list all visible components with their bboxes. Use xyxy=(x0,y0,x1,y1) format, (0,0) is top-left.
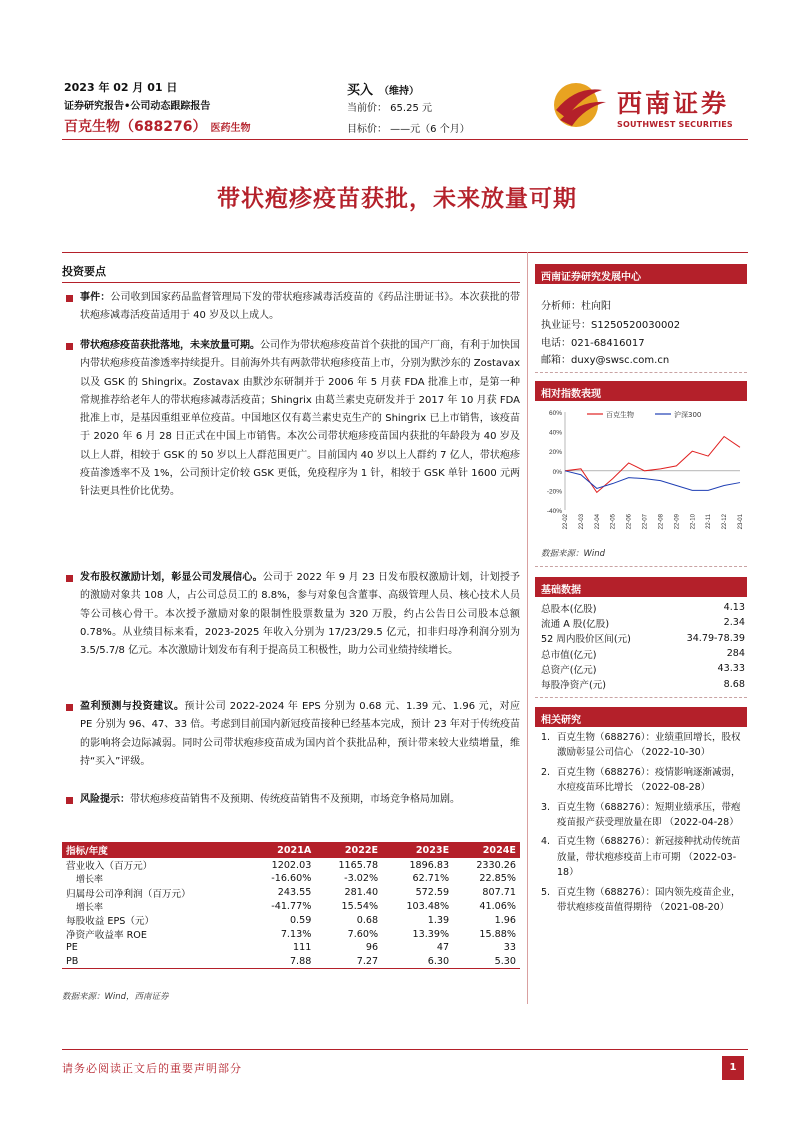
item-text: 百克生物（688276）：国内领先疫苗企业，带状疱疹疫苗值得期待 （2021-08-20） xyxy=(557,886,741,914)
table-row xyxy=(62,941,520,955)
table-cell: 103.48% xyxy=(406,900,450,912)
table-cell: 4.13 xyxy=(723,602,745,614)
dashed-divider xyxy=(535,697,747,698)
bullet-text: 公司于 2022 年 9 月 23 日发布股权激励计划，计划授予的激励对象共 108 人，占公司总员工的 8.8%，参与对象包含董事、高级管理人员、核心技术人员等公司核心骨干。本次授予激励对象的限制性股票数量为 320 万股，约占公告日公司股本总额 0.78%。从业绩目标来看，2023-2025 年收入分别为 17/23/29.5 亿元，扣非归母净利润分别为 3.5/5.7/8 亿元。本次激励计划发布有利于提高员工积极性，助力公司业绩持续增长。 xyxy=(80,572,521,657)
table-cell: 52 周内股价区间(元) xyxy=(541,634,631,646)
x-tick-label: 22-12 xyxy=(722,514,729,530)
table-cell: 营业收入（百万元） xyxy=(66,861,153,872)
bullet-text: 公司作为带状疱疹疫苗首个获批的国产厂商，有利于加快国内带状疱疹疫苗渗透率持续提升。目前海外共有两款带状疱疹疫苗上市，分别为默沙东的 Zostavax 以及 GSK 的 Shingrix。Zostavax 由默沙东研制并于 2006 年 5 月获 FDA 批准上市，是第一种常规推荐给老年人的带状疱疹减毒活疫苗；Shingrix 由葛兰素史克研发并于 2017 年 10 月获 FDA 批准上市，是基因重组亚单位疫苗。中国地区仅有葛兰素史克生产的 Shingrix 已上市销售，该疫苗于 2020 年 6 月 28 日正式在中国上市销售。本次公司带状疱疹疫苗国内获批的年龄段为 40 岁及以上人群，相较于 GSK 的 50 岁以上人群范围更广。目前国内 40 岁以上人群约 7 亿人，带状疱疹疫苗渗透率不及 1%，公司预计定价较 GSK 更低，免疫程序为 1 针，相较于 GSK 单针 1600 元两针法更具性价比优势。 xyxy=(80,340,520,498)
table-cell: -3.02% xyxy=(344,873,379,885)
bullet-event xyxy=(62,289,520,326)
table-row xyxy=(62,955,520,969)
table-cell: 2.34 xyxy=(723,617,745,629)
table-cell: 41.06% xyxy=(479,900,516,912)
table-cell: 572.59 xyxy=(415,887,450,899)
y-tick-label: 0% xyxy=(552,468,562,476)
x-tick-label: 22-08 xyxy=(658,514,665,530)
chart-source: 数据来源：Wind xyxy=(541,549,606,559)
y-tick-label: 40% xyxy=(548,429,562,437)
bullet-square-icon xyxy=(66,295,73,302)
item-number: 3. xyxy=(541,801,551,813)
financial-forecast-table xyxy=(62,842,520,969)
table-cell: 43.33 xyxy=(717,663,745,675)
item-text: 百克生物（688276）：业绩重回增长，股权激励彰显公司信心 （2022-10-30） xyxy=(557,732,741,759)
title-divider xyxy=(62,252,748,253)
table-row xyxy=(541,615,745,630)
table-cell: 增长率 xyxy=(76,902,104,913)
x-tick-label: 22-05 xyxy=(610,514,617,530)
stock-code: 百克生物（688276） xyxy=(64,119,207,135)
item-number: 2. xyxy=(541,766,551,778)
table-cell: 6.30 xyxy=(382,955,453,969)
table-source: 数据来源：Wind，西南证券 xyxy=(62,992,169,1002)
bullet-square-icon xyxy=(66,704,73,711)
x-tick-label: 22-03 xyxy=(578,514,585,530)
table-row xyxy=(62,886,520,900)
bullet-forecast xyxy=(62,698,520,771)
table-header-cell: 2021A xyxy=(248,842,315,858)
table-row xyxy=(541,676,745,691)
table-header-cell: 2022E xyxy=(315,842,382,858)
bullet-risk xyxy=(62,791,520,809)
basic-data-table xyxy=(541,600,745,692)
basic-data-heading: 基础数据 xyxy=(535,577,747,597)
table-row xyxy=(62,927,520,941)
table-cell: 8.68 xyxy=(723,678,745,690)
table-cell: -16.60% xyxy=(271,873,312,885)
y-tick-label: 60% xyxy=(548,410,562,417)
table-row xyxy=(541,631,745,646)
x-tick-label: 22-02 xyxy=(563,514,569,530)
rating-note: （维持） xyxy=(379,86,420,97)
table-cell: 281.40 xyxy=(344,887,379,899)
analyst-name: 分析师：杜向阳 xyxy=(541,301,611,312)
report-title: 带状疱疹疫苗获批，未来放量可期 xyxy=(217,186,577,212)
table-cell: 7.13% xyxy=(280,928,312,940)
analyst-phone: 电话：021-68416017 xyxy=(541,338,645,349)
bullet-lead: 带状疱疹疫苗获批落地，未来放量可期。 xyxy=(80,340,260,351)
table-cell: 1165.78 xyxy=(338,859,379,871)
bullet-approval xyxy=(62,337,520,502)
item-text: 百克生物（688276）：新冠接种扰动传统苗放量，带状疱疹疫苗上市可期 （2022-03-18） xyxy=(557,836,741,879)
table-cell: 总资产(亿元) xyxy=(541,664,597,676)
table-header-cell: 2023E xyxy=(382,842,453,858)
bullet-text: 预计公司 2022-2024 年 EPS 分别为 0.68 元、1.39 元、1.96 元，对应 PE 分别为 96、47、33 倍。考虑到目前国内新冠疫苗接种已经基本完成，预计 23 年对于传统疫苗的影响将会边际减弱。同时公司带状疱疹疫苗成为国内首个获批品种，预计带来较大业绩增量，维持“买入”评级。 xyxy=(80,701,521,767)
bullet-square-icon xyxy=(66,343,73,350)
table-cell: 每股收益 EPS（元） xyxy=(66,916,155,928)
bullet-lead: 盈利预测与投资建议。 xyxy=(80,701,185,712)
report-type: 证券研究报告•公司动态跟踪报告 xyxy=(64,101,211,112)
bullet-lead: 事件： xyxy=(80,292,111,303)
footer-divider xyxy=(62,1049,748,1050)
bullet-text: 带状疱疹疫苗销售不及预期、传统疫苗销售不及预期，市场竞争格局加剧。 xyxy=(130,794,460,805)
bullet-lead: 发布股权激励计划，彰显公司发展信心。 xyxy=(80,572,263,583)
dashed-divider xyxy=(535,372,747,373)
table-cell: 15.54% xyxy=(341,900,379,912)
table-cell: 1896.83 xyxy=(409,859,450,871)
table-cell: 1.39 xyxy=(427,914,450,926)
table-cell: 总股本(亿股) xyxy=(541,603,597,615)
x-tick-label: 23-01 xyxy=(738,514,744,530)
table-header-cell: 2024E xyxy=(453,842,520,858)
footer-disclaimer: 请务必阅读正文后的重要声明部分 xyxy=(62,1062,242,1075)
related-research-item[interactable] xyxy=(541,885,749,916)
table-cell: 15.88% xyxy=(479,928,516,940)
invest-heading: 投资要点 xyxy=(62,265,106,278)
invest-heading-rule xyxy=(62,282,520,283)
table-cell: 1202.03 xyxy=(271,859,312,871)
table-cell: 0.68 xyxy=(356,914,379,926)
table-cell: 96 xyxy=(365,942,379,954)
table-cell: 243.55 xyxy=(277,887,312,899)
research-center-heading: 西南证券研究发展中心 xyxy=(535,264,747,284)
y-tick-label: -40% xyxy=(546,508,562,515)
x-tick-label: 22-11 xyxy=(706,514,713,529)
item-text: 百克生物（688276）：短期业绩承压，带疱疫苗报产获受理放量在即 （2022-04-28） xyxy=(557,801,741,829)
table-cell: 流通 A 股(亿股) xyxy=(541,618,610,630)
table-cell: PE xyxy=(66,942,78,954)
related-research-item[interactable] xyxy=(541,834,749,880)
table-row xyxy=(62,872,520,886)
current-price: 当前价： 65.25 元 xyxy=(347,103,432,114)
table-row xyxy=(541,661,745,676)
table-row xyxy=(62,913,520,927)
x-tick-label: 22-10 xyxy=(690,514,697,530)
series-line xyxy=(565,471,740,491)
table-cell: 7.27 xyxy=(315,955,382,969)
item-text: 百克生物（688276）：疫情影响逐渐减弱，水痘疫苗环比增长 （2022-08-28） xyxy=(557,766,741,794)
company-logo-icon xyxy=(548,78,610,132)
rating-value: 买入 xyxy=(347,83,374,98)
table-cell: 0.59 xyxy=(289,914,312,926)
related-research-item[interactable] xyxy=(541,730,749,761)
table-cell: -41.77% xyxy=(271,900,312,912)
related-research-item[interactable] xyxy=(541,765,749,796)
table-cell: 62.71% xyxy=(412,873,450,885)
x-tick-label: 22-04 xyxy=(594,514,601,530)
index-chart-heading: 相对指数表现 xyxy=(535,381,747,401)
logo-english: SOUTHWEST SECURITIES xyxy=(617,120,733,129)
table-cell: 34.79-78.39 xyxy=(686,632,745,644)
table-cell: 总市值(亿元) xyxy=(541,649,597,661)
bullet-square-icon xyxy=(66,575,73,582)
item-number: 1. xyxy=(541,732,551,743)
table-cell: 13.39% xyxy=(412,928,450,940)
table-cell: 每股净资产(元) xyxy=(541,680,607,692)
x-tick-label: 22-07 xyxy=(642,514,649,530)
report-date: 2023 年 02 月 01 日 xyxy=(64,81,178,94)
table-header-cell: 指标/年度 xyxy=(62,842,248,858)
table-cell: 47 xyxy=(436,942,450,954)
table-cell: 7.60% xyxy=(347,928,379,940)
legend-label: 沪深300 xyxy=(674,411,702,419)
stock-name xyxy=(64,116,250,136)
table-row xyxy=(541,600,745,615)
bullet-incentive xyxy=(62,569,520,660)
target-price: 目标价： ——元（6 个月） xyxy=(347,124,470,135)
table-cell: 5.30 xyxy=(453,955,520,969)
rating xyxy=(347,79,419,98)
table-cell: 284 xyxy=(726,648,745,660)
table-row xyxy=(541,646,745,661)
item-number: 5. xyxy=(541,886,551,898)
related-research-heading: 相关研究 xyxy=(535,707,747,727)
industry-label: 医药生物 xyxy=(210,123,251,134)
y-tick-label: -20% xyxy=(546,488,562,496)
table-cell: 111 xyxy=(293,942,312,954)
table-cell: 807.71 xyxy=(482,887,516,899)
table-cell: PB xyxy=(62,955,248,969)
table-cell: 增长率 xyxy=(76,875,104,886)
table-header-row xyxy=(62,842,520,858)
bullet-lead: 风险提示： xyxy=(80,794,130,805)
analyst-license: 执业证号：S1250520030002 xyxy=(541,320,681,331)
analyst-email[interactable]: 邮箱：duxy@swsc.com.cn xyxy=(541,355,670,366)
logo-wordmark: 西南证券 xyxy=(617,89,730,118)
table-cell: 33 xyxy=(503,942,516,954)
x-tick-label: 22-09 xyxy=(674,514,681,530)
table-cell: 22.85% xyxy=(479,873,516,885)
table-cell: 2330.26 xyxy=(476,859,516,871)
bullet-square-icon xyxy=(66,797,73,804)
legend-label: 百克生物 xyxy=(606,411,634,419)
page-number: 1 xyxy=(722,1056,744,1080)
table-cell: 归属母公司净利润（百万元） xyxy=(66,888,191,900)
column-divider xyxy=(527,252,528,1004)
table-cell: 7.88 xyxy=(248,955,315,969)
x-tick-label: 22-06 xyxy=(626,514,633,530)
table-cell: 1.96 xyxy=(494,914,516,926)
table-row xyxy=(62,900,520,914)
bullet-text: 公司收到国家药品监督管理局下发的带状疱疹减毒活疫苗的《药品注册证书》。本次获批的带状疱疹减毒活疫苗适用于 40 岁及以上成人。 xyxy=(80,292,521,322)
header-divider xyxy=(62,139,748,140)
related-research-list xyxy=(541,730,749,919)
related-research-item[interactable] xyxy=(541,800,749,831)
table-cell: 净资产收益率 ROE xyxy=(66,930,147,942)
table-row xyxy=(62,858,520,872)
dashed-divider xyxy=(535,566,747,567)
relative-index-chart xyxy=(535,404,747,538)
y-tick-label: 20% xyxy=(548,449,562,457)
item-number: 4. xyxy=(541,836,551,848)
